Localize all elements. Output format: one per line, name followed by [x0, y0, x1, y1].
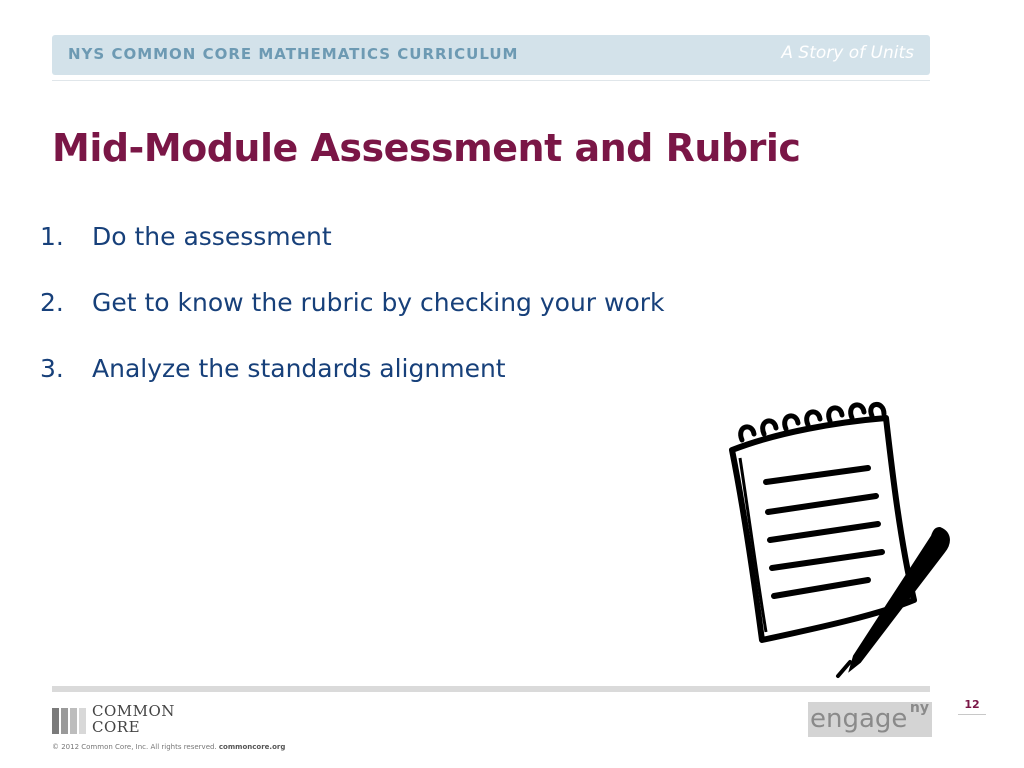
copyright-text: © 2012 Common Core, Inc. All rights reserved. — [52, 743, 217, 751]
engage-ny-superscript: ny — [909, 700, 929, 716]
header-divider — [52, 80, 930, 81]
step-text: Analyze the standards alignment — [92, 354, 506, 383]
engage-wordmark: engage — [810, 704, 908, 734]
step-item — [40, 222, 665, 288]
step-text: Get to know the rubric by checking your work — [92, 288, 665, 317]
page-number: 12 — [958, 698, 986, 715]
step-number: 3. — [40, 354, 64, 383]
step-text: Do the assessment — [92, 222, 332, 251]
engage-ny-logo — [808, 702, 932, 737]
book-bars-icon — [52, 706, 86, 734]
common-core-wordmark — [92, 703, 175, 735]
story-label: A Story of Units — [781, 43, 914, 63]
header-bar — [52, 35, 930, 75]
notepad-with-pen-icon — [718, 400, 958, 680]
step-number: 2. — [40, 288, 64, 317]
footer-divider — [52, 686, 930, 692]
step-number: 1. — [40, 222, 64, 251]
steps-list — [40, 222, 665, 420]
logo-line-1: COMMON — [92, 702, 175, 720]
copyright-link[interactable]: commoncore.org — [218, 743, 286, 751]
common-core-logo — [52, 703, 192, 739]
step-item — [40, 288, 665, 354]
slide-title: Mid-Module Assessment and Rubric — [52, 126, 801, 170]
logo-line-2: CORE — [92, 718, 141, 736]
step-item — [40, 354, 665, 420]
curriculum-label: NYS COMMON CORE MATHEMATICS CURRICULUM — [68, 45, 519, 63]
copyright-notice — [52, 743, 285, 751]
